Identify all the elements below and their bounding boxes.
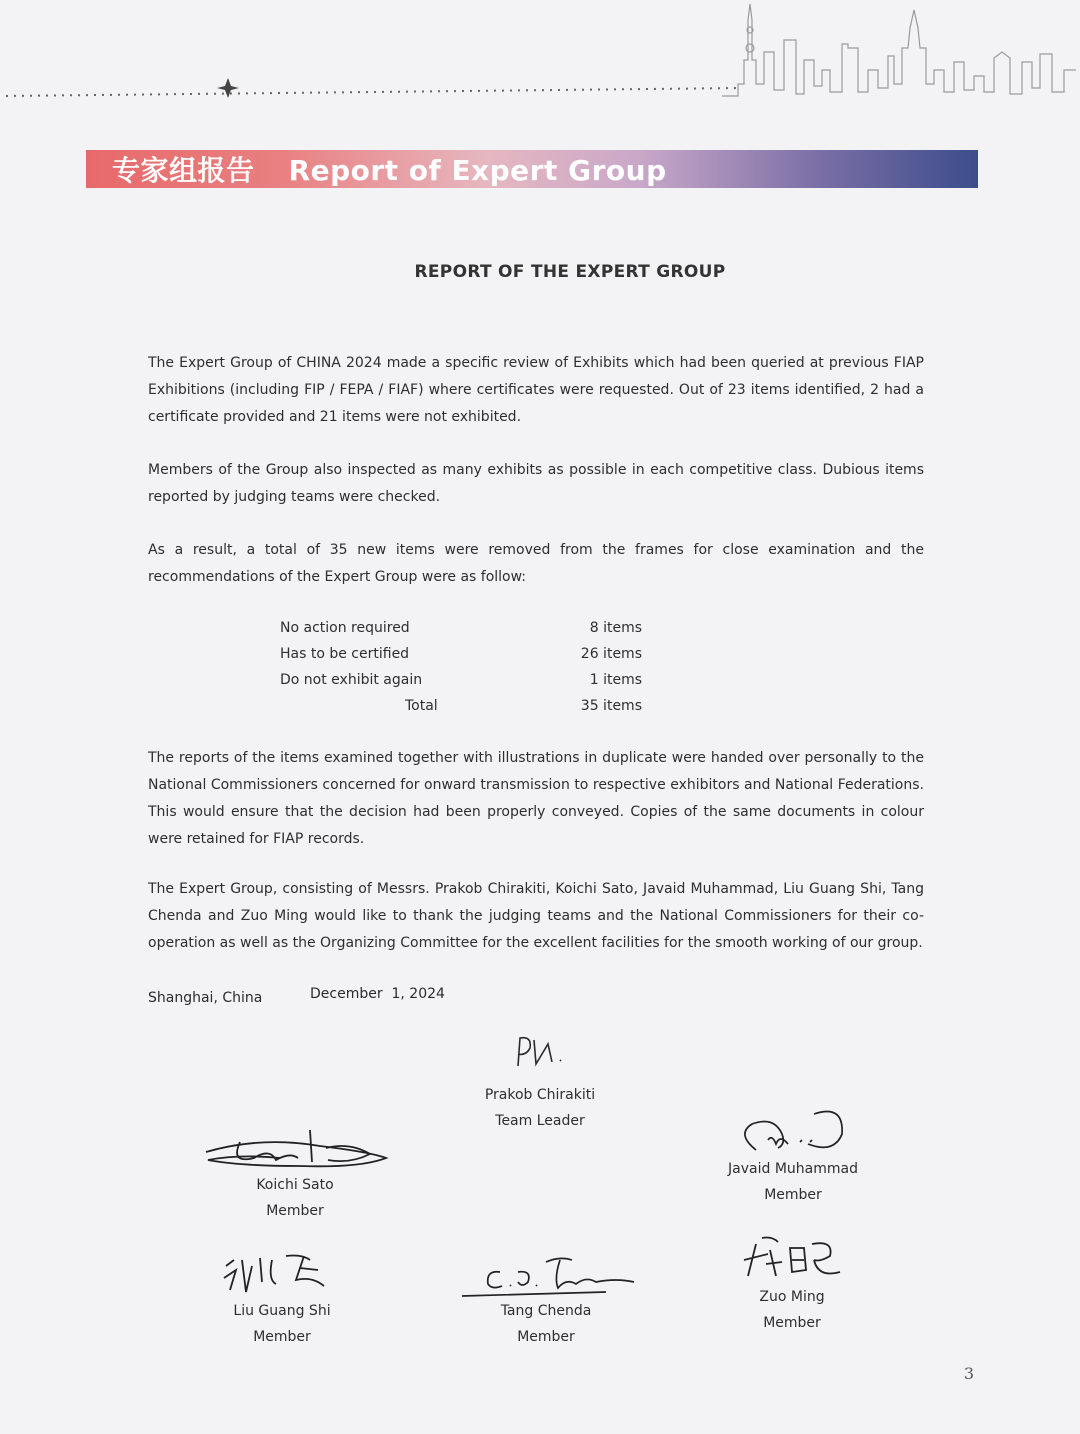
summary-label: No action required <box>280 620 410 636</box>
paragraph-result: As a result, a total of 35 new items were removed from the frames for close examination and the recommendations of the Expert Group were as follow: <box>148 542 924 585</box>
signatory-name: Prakob Chirakiti <box>484 1087 596 1103</box>
summary-label: Has to be certified <box>280 646 410 662</box>
summary-total-label: Total <box>405 698 438 714</box>
paragraph-reports: The reports of the items examined together with illustrations in duplicate were handed over personally to the National Commissioners concerned for onward transmission to respective exhibitors and National Federations. This would ensure that the decision had been properly conveyed. Copies of the same documents in colour were retained for FIAP records. <box>148 750 924 847</box>
star-icon <box>217 78 239 98</box>
signatory-role: Member <box>517 1329 575 1345</box>
signatory-role: Member <box>253 1329 311 1345</box>
signature-block-tang <box>456 1248 636 1350</box>
signatory-name: Tang Chenda <box>500 1303 592 1319</box>
signatory-role: Team Leader <box>495 1113 585 1129</box>
signature-image <box>212 1246 352 1298</box>
date: December 1, 2024 <box>310 986 445 1002</box>
signatory-role: Member <box>266 1203 324 1219</box>
signature-block-javaid <box>716 1104 870 1208</box>
signature-image <box>460 1030 620 1082</box>
signatory-role: Member <box>764 1187 822 1203</box>
signature-image <box>716 1104 870 1156</box>
banner-title-english: Report of Expert Group <box>288 154 667 187</box>
signatory-name: Javaid Muhammad <box>728 1161 858 1177</box>
signature-block-liu <box>212 1246 352 1350</box>
paragraph-inspection: Members of the Group also inspected as many exhibits as possible in each competitive class. Dubious items reported by judging teams were checked. <box>148 462 924 505</box>
signature-image <box>200 1124 390 1172</box>
signatory-role: Member <box>763 1315 821 1331</box>
place: Shanghai, China <box>148 990 263 1006</box>
summary-total-value: 35 items <box>580 698 642 714</box>
summary-row <box>280 642 660 668</box>
summary-value: 26 items <box>580 646 642 662</box>
signature-block-leader <box>460 1030 620 1134</box>
report-title: REPORT OF THE EXPERT GROUP <box>414 262 726 282</box>
summary-value: 1 items <box>589 672 642 688</box>
signatory-name: Liu Guang Shi <box>233 1303 331 1319</box>
page-number: 3 <box>963 1364 974 1383</box>
paragraph-thanks: The Expert Group, consisting of Messrs. Prakob Chirakiti, Koichi Sato, Javaid Muhammad, Liu Guang Shi, Tang Chenda and Zuo Ming would like to thank the judging teams and the National Commissioners for their co-operation as well as the Organizing Committee for the excellent facilities for the smooth working of our group. <box>148 881 924 951</box>
summary-label: Do not exhibit again <box>280 672 423 688</box>
signature-block-koichi <box>200 1124 390 1224</box>
signatory-name: Zuo Ming <box>759 1289 825 1305</box>
signature-image <box>456 1248 636 1298</box>
summary-total-row <box>280 694 660 720</box>
signatory-name: Koichi Sato <box>256 1177 334 1193</box>
banner-title-chinese: 专家组报告 <box>112 154 255 187</box>
summary-value: 8 items <box>589 620 642 636</box>
signature-block-zuo <box>726 1232 858 1336</box>
summary-row <box>280 668 660 694</box>
signature-image <box>726 1232 858 1284</box>
city-skyline-icon <box>718 0 1080 110</box>
banner-title <box>112 150 667 192</box>
paragraph-review: The Expert Group of CHINA 2024 made a specific review of Exhibits which had been queried at previous FIAP Exhibitions (including FIP / FEPA / FIAF) where certificates were requested. Out of 23 items identified, 2 had a certificate provided and 21 items were not exhibited. <box>148 355 924 425</box>
recommendation-summary <box>280 616 660 720</box>
summary-row <box>280 616 660 642</box>
